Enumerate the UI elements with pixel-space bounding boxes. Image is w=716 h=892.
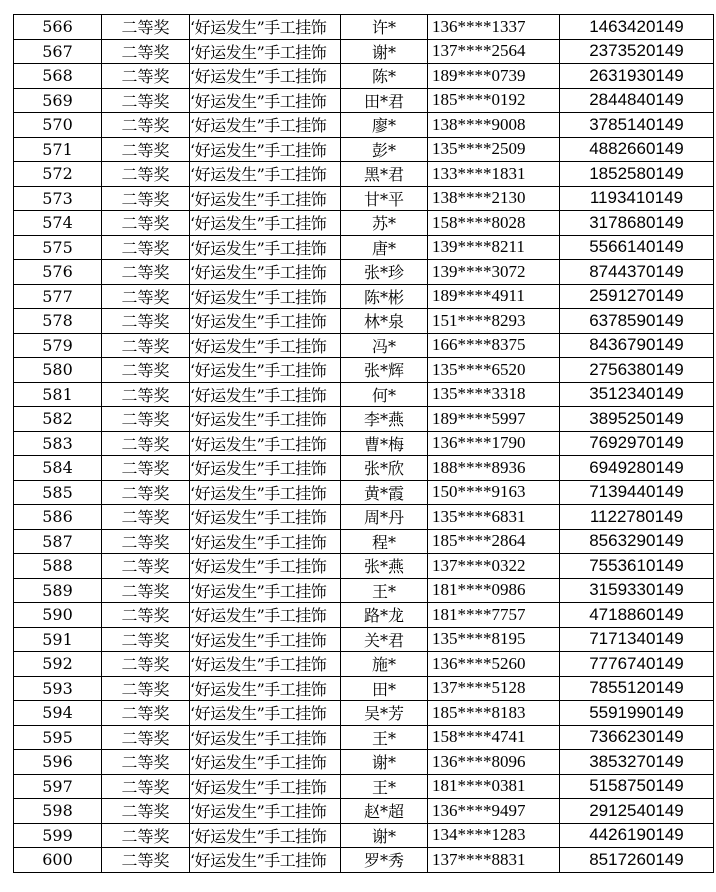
redeem-code-cell: 7776740149 (560, 652, 714, 677)
prize-level-cell: 二等奖 (102, 750, 190, 775)
prize-name-cell: ‘好运发生”手工挂饰 (190, 603, 341, 628)
prize-name-cell: ‘好运发生”手工挂饰 (190, 725, 341, 750)
phone-number-cell: 189****4911 (428, 284, 560, 309)
prize-level-cell: 二等奖 (102, 39, 190, 64)
redeem-code-cell: 5566140149 (560, 235, 714, 260)
row-number-cell: 586 (14, 505, 102, 530)
winner-name-cell: 林*泉 (341, 309, 428, 334)
winner-name-cell: 何* (341, 382, 428, 407)
phone-number-cell: 158****4741 (428, 725, 560, 750)
winner-name-cell: 张*燕 (341, 554, 428, 579)
table-row (14, 456, 714, 481)
prize-name-cell: ‘好运发生”手工挂饰 (190, 15, 341, 40)
phone-number-cell: 139****3072 (428, 260, 560, 285)
prize-name-cell: ‘好运发生”手工挂饰 (190, 431, 341, 456)
prize-name-cell: ‘好运发生”手工挂饰 (190, 64, 341, 89)
winner-name-cell: 王* (341, 774, 428, 799)
table-row (14, 358, 714, 383)
winners-table (13, 14, 714, 873)
phone-number-cell: 138****2130 (428, 186, 560, 211)
table-row (14, 578, 714, 603)
phone-number-cell: 136****1790 (428, 431, 560, 456)
prize-name-cell: ‘好运发生”手工挂饰 (190, 799, 341, 824)
winner-name-cell: 吴*芳 (341, 701, 428, 726)
phone-number-cell: 137****0322 (428, 554, 560, 579)
prize-level-cell: 二等奖 (102, 431, 190, 456)
table-row (14, 39, 714, 64)
phone-number-cell: 189****0739 (428, 64, 560, 89)
redeem-code-cell: 3895250149 (560, 407, 714, 432)
table-row (14, 260, 714, 285)
phone-number-cell: 181****7757 (428, 603, 560, 628)
prize-level-cell: 二等奖 (102, 211, 190, 236)
row-number-cell: 571 (14, 137, 102, 162)
redeem-code-cell: 7366230149 (560, 725, 714, 750)
table-row (14, 823, 714, 848)
prize-level-cell: 二等奖 (102, 774, 190, 799)
table-row (14, 774, 714, 799)
prize-name-cell: ‘好运发生”手工挂饰 (190, 211, 341, 236)
row-number-cell: 599 (14, 823, 102, 848)
redeem-code-cell: 5591990149 (560, 701, 714, 726)
winner-name-cell: 关*君 (341, 627, 428, 652)
redeem-code-cell: 8436790149 (560, 333, 714, 358)
prize-name-cell: ‘好运发生”手工挂饰 (190, 652, 341, 677)
prize-level-cell: 二等奖 (102, 162, 190, 187)
phone-number-cell: 136****9497 (428, 799, 560, 824)
row-number-cell: 584 (14, 456, 102, 481)
prize-name-cell: ‘好运发生”手工挂饰 (190, 701, 341, 726)
redeem-code-cell: 7855120149 (560, 676, 714, 701)
prize-name-cell: ‘好运发生”手工挂饰 (190, 774, 341, 799)
row-number-cell: 588 (14, 554, 102, 579)
redeem-code-cell: 4882660149 (560, 137, 714, 162)
prize-level-cell: 二等奖 (102, 505, 190, 530)
phone-number-cell: 135****3318 (428, 382, 560, 407)
row-number-cell: 585 (14, 480, 102, 505)
redeem-code-cell: 2591270149 (560, 284, 714, 309)
row-number-cell: 598 (14, 799, 102, 824)
winner-name-cell: 程* (341, 529, 428, 554)
winner-name-cell: 黑*君 (341, 162, 428, 187)
prize-name-cell: ‘好运发生”手工挂饰 (190, 113, 341, 138)
prize-level-cell: 二等奖 (102, 284, 190, 309)
prize-name-cell: ‘好运发生”手工挂饰 (190, 676, 341, 701)
row-number-cell: 578 (14, 309, 102, 334)
winner-name-cell: 赵*超 (341, 799, 428, 824)
winner-name-cell: 陈* (341, 64, 428, 89)
winner-name-cell: 陈*彬 (341, 284, 428, 309)
table-row (14, 431, 714, 456)
table-row (14, 137, 714, 162)
phone-number-cell: 133****1831 (428, 162, 560, 187)
table-row (14, 284, 714, 309)
prize-level-cell: 二等奖 (102, 358, 190, 383)
prize-level-cell: 二等奖 (102, 603, 190, 628)
row-number-cell: 591 (14, 627, 102, 652)
table-row (14, 750, 714, 775)
table-row (14, 162, 714, 187)
prize-name-cell: ‘好运发生”手工挂饰 (190, 88, 341, 113)
phone-number-cell: 185****2864 (428, 529, 560, 554)
table-row (14, 505, 714, 530)
prize-name-cell: ‘好运发生”手工挂饰 (190, 186, 341, 211)
table-row (14, 603, 714, 628)
prize-level-cell: 二等奖 (102, 260, 190, 285)
row-number-cell: 569 (14, 88, 102, 113)
prize-level-cell: 二等奖 (102, 309, 190, 334)
prize-level-cell: 二等奖 (102, 480, 190, 505)
row-number-cell: 581 (14, 382, 102, 407)
phone-number-cell: 181****0381 (428, 774, 560, 799)
winner-name-cell: 黄*霞 (341, 480, 428, 505)
prize-level-cell: 二等奖 (102, 88, 190, 113)
row-number-cell: 576 (14, 260, 102, 285)
row-number-cell: 583 (14, 431, 102, 456)
redeem-code-cell: 2631930149 (560, 64, 714, 89)
row-number-cell: 595 (14, 725, 102, 750)
row-number-cell: 600 (14, 848, 102, 873)
winner-name-cell: 周*丹 (341, 505, 428, 530)
table-row (14, 725, 714, 750)
prize-level-cell: 二等奖 (102, 799, 190, 824)
phone-number-cell: 136****8096 (428, 750, 560, 775)
table-row (14, 848, 714, 873)
prize-name-cell: ‘好运发生”手工挂饰 (190, 505, 341, 530)
phone-number-cell: 139****8211 (428, 235, 560, 260)
prize-level-cell: 二等奖 (102, 15, 190, 40)
prize-level-cell: 二等奖 (102, 725, 190, 750)
prize-name-cell: ‘好运发生”手工挂饰 (190, 529, 341, 554)
table-row (14, 113, 714, 138)
table-row (14, 701, 714, 726)
prize-name-cell: ‘好运发生”手工挂饰 (190, 627, 341, 652)
table-row (14, 382, 714, 407)
phone-number-cell: 136****5260 (428, 652, 560, 677)
phone-number-cell: 189****5997 (428, 407, 560, 432)
redeem-code-cell: 2373520149 (560, 39, 714, 64)
redeem-code-cell: 1463420149 (560, 15, 714, 40)
prize-name-cell: ‘好运发生”手工挂饰 (190, 554, 341, 579)
table-row (14, 480, 714, 505)
table-row (14, 333, 714, 358)
phone-number-cell: 150****9163 (428, 480, 560, 505)
winner-name-cell: 施* (341, 652, 428, 677)
redeem-code-cell: 1193410149 (560, 186, 714, 211)
row-number-cell: 594 (14, 701, 102, 726)
winner-name-cell: 田*君 (341, 88, 428, 113)
redeem-code-cell: 6378590149 (560, 309, 714, 334)
row-number-cell: 587 (14, 529, 102, 554)
prize-level-cell: 二等奖 (102, 64, 190, 89)
redeem-code-cell: 5158750149 (560, 774, 714, 799)
row-number-cell: 574 (14, 211, 102, 236)
table-row (14, 554, 714, 579)
winner-name-cell: 张*欣 (341, 456, 428, 481)
phone-number-cell: 135****2509 (428, 137, 560, 162)
prize-level-cell: 二等奖 (102, 456, 190, 481)
prize-name-cell: ‘好运发生”手工挂饰 (190, 848, 341, 873)
redeem-code-cell: 6949280149 (560, 456, 714, 481)
winner-name-cell: 彭* (341, 137, 428, 162)
row-number-cell: 592 (14, 652, 102, 677)
prize-name-cell: ‘好运发生”手工挂饰 (190, 235, 341, 260)
phone-number-cell: 185****0192 (428, 88, 560, 113)
prize-level-cell: 二等奖 (102, 113, 190, 138)
row-number-cell: 597 (14, 774, 102, 799)
row-number-cell: 572 (14, 162, 102, 187)
row-number-cell: 567 (14, 39, 102, 64)
row-number-cell: 570 (14, 113, 102, 138)
phone-number-cell: 137****2564 (428, 39, 560, 64)
redeem-code-cell: 8563290149 (560, 529, 714, 554)
phone-number-cell: 135****6831 (428, 505, 560, 530)
winner-name-cell: 王* (341, 578, 428, 603)
winner-name-cell: 苏* (341, 211, 428, 236)
redeem-code-cell: 7692970149 (560, 431, 714, 456)
phone-number-cell: 185****8183 (428, 701, 560, 726)
winner-name-cell: 甘*平 (341, 186, 428, 211)
prize-name-cell: ‘好运发生”手工挂饰 (190, 750, 341, 775)
redeem-code-cell: 8744370149 (560, 260, 714, 285)
prize-level-cell: 二等奖 (102, 554, 190, 579)
redeem-code-cell: 3512340149 (560, 382, 714, 407)
winner-name-cell: 唐* (341, 235, 428, 260)
prize-level-cell: 二等奖 (102, 652, 190, 677)
prize-name-cell: ‘好运发生”手工挂饰 (190, 260, 341, 285)
redeem-code-cell: 4426190149 (560, 823, 714, 848)
winner-name-cell: 田* (341, 676, 428, 701)
winner-name-cell: 李*燕 (341, 407, 428, 432)
row-number-cell: 590 (14, 603, 102, 628)
winner-name-cell: 廖* (341, 113, 428, 138)
winner-name-cell: 谢* (341, 750, 428, 775)
row-number-cell: 593 (14, 676, 102, 701)
phone-number-cell: 136****1337 (428, 15, 560, 40)
row-number-cell: 579 (14, 333, 102, 358)
prize-name-cell: ‘好运发生”手工挂饰 (190, 284, 341, 309)
row-number-cell: 577 (14, 284, 102, 309)
winner-name-cell: 谢* (341, 823, 428, 848)
redeem-code-cell: 3178680149 (560, 211, 714, 236)
row-number-cell: 573 (14, 186, 102, 211)
prize-name-cell: ‘好运发生”手工挂饰 (190, 407, 341, 432)
row-number-cell: 568 (14, 64, 102, 89)
table-row (14, 652, 714, 677)
prize-level-cell: 二等奖 (102, 186, 190, 211)
table-row (14, 211, 714, 236)
prize-name-cell: ‘好运发生”手工挂饰 (190, 456, 341, 481)
redeem-code-cell: 3785140149 (560, 113, 714, 138)
prize-name-cell: ‘好运发生”手工挂饰 (190, 137, 341, 162)
table-row (14, 676, 714, 701)
phone-number-cell: 158****8028 (428, 211, 560, 236)
table-row (14, 235, 714, 260)
table-row (14, 186, 714, 211)
prize-name-cell: ‘好运发生”手工挂饰 (190, 823, 341, 848)
phone-number-cell: 137****5128 (428, 676, 560, 701)
prize-level-cell: 二等奖 (102, 137, 190, 162)
redeem-code-cell: 2912540149 (560, 799, 714, 824)
prize-level-cell: 二等奖 (102, 676, 190, 701)
winner-name-cell: 冯* (341, 333, 428, 358)
redeem-code-cell: 7171340149 (560, 627, 714, 652)
prize-name-cell: ‘好运发生”手工挂饰 (190, 309, 341, 334)
phone-number-cell: 135****8195 (428, 627, 560, 652)
row-number-cell: 575 (14, 235, 102, 260)
row-number-cell: 582 (14, 407, 102, 432)
prize-level-cell: 二等奖 (102, 848, 190, 873)
redeem-code-cell: 3853270149 (560, 750, 714, 775)
winner-name-cell: 曹*梅 (341, 431, 428, 456)
phone-number-cell: 181****0986 (428, 578, 560, 603)
winner-name-cell: 谢* (341, 39, 428, 64)
phone-number-cell: 188****8936 (428, 456, 560, 481)
prize-level-cell: 二等奖 (102, 529, 190, 554)
winners-table-body (14, 15, 714, 873)
prize-level-cell: 二等奖 (102, 382, 190, 407)
prize-level-cell: 二等奖 (102, 701, 190, 726)
row-number-cell: 596 (14, 750, 102, 775)
prize-name-cell: ‘好运发生”手工挂饰 (190, 358, 341, 383)
winner-name-cell: 路*龙 (341, 603, 428, 628)
prize-level-cell: 二等奖 (102, 333, 190, 358)
winner-name-cell: 张*珍 (341, 260, 428, 285)
redeem-code-cell: 7139440149 (560, 480, 714, 505)
redeem-code-cell: 7553610149 (560, 554, 714, 579)
redeem-code-cell: 3159330149 (560, 578, 714, 603)
prize-level-cell: 二等奖 (102, 235, 190, 260)
prize-level-cell: 二等奖 (102, 578, 190, 603)
table-row (14, 529, 714, 554)
table-row (14, 64, 714, 89)
winner-name-cell: 王* (341, 725, 428, 750)
redeem-code-cell: 1852580149 (560, 162, 714, 187)
phone-number-cell: 138****9008 (428, 113, 560, 138)
prize-name-cell: ‘好运发生”手工挂饰 (190, 578, 341, 603)
row-number-cell: 589 (14, 578, 102, 603)
prize-level-cell: 二等奖 (102, 407, 190, 432)
prize-name-cell: ‘好运发生”手工挂饰 (190, 39, 341, 64)
table-row (14, 88, 714, 113)
phone-number-cell: 166****8375 (428, 333, 560, 358)
phone-number-cell: 137****8831 (428, 848, 560, 873)
table-row (14, 799, 714, 824)
table-row (14, 407, 714, 432)
row-number-cell: 580 (14, 358, 102, 383)
winner-name-cell: 张*辉 (341, 358, 428, 383)
redeem-code-cell: 2844840149 (560, 88, 714, 113)
redeem-code-cell: 4718860149 (560, 603, 714, 628)
phone-number-cell: 135****6520 (428, 358, 560, 383)
redeem-code-cell: 2756380149 (560, 358, 714, 383)
row-number-cell: 566 (14, 15, 102, 40)
winner-name-cell: 罗*秀 (341, 848, 428, 873)
prize-level-cell: 二等奖 (102, 627, 190, 652)
prize-name-cell: ‘好运发生”手工挂饰 (190, 162, 341, 187)
prize-name-cell: ‘好运发生”手工挂饰 (190, 480, 341, 505)
table-row (14, 15, 714, 40)
redeem-code-cell: 8517260149 (560, 848, 714, 873)
table-row (14, 309, 714, 334)
phone-number-cell: 134****1283 (428, 823, 560, 848)
table-row (14, 627, 714, 652)
prize-name-cell: ‘好运发生”手工挂饰 (190, 333, 341, 358)
redeem-code-cell: 1122780149 (560, 505, 714, 530)
phone-number-cell: 151****8293 (428, 309, 560, 334)
prize-name-cell: ‘好运发生”手工挂饰 (190, 382, 341, 407)
prize-level-cell: 二等奖 (102, 823, 190, 848)
winner-name-cell: 许* (341, 15, 428, 40)
